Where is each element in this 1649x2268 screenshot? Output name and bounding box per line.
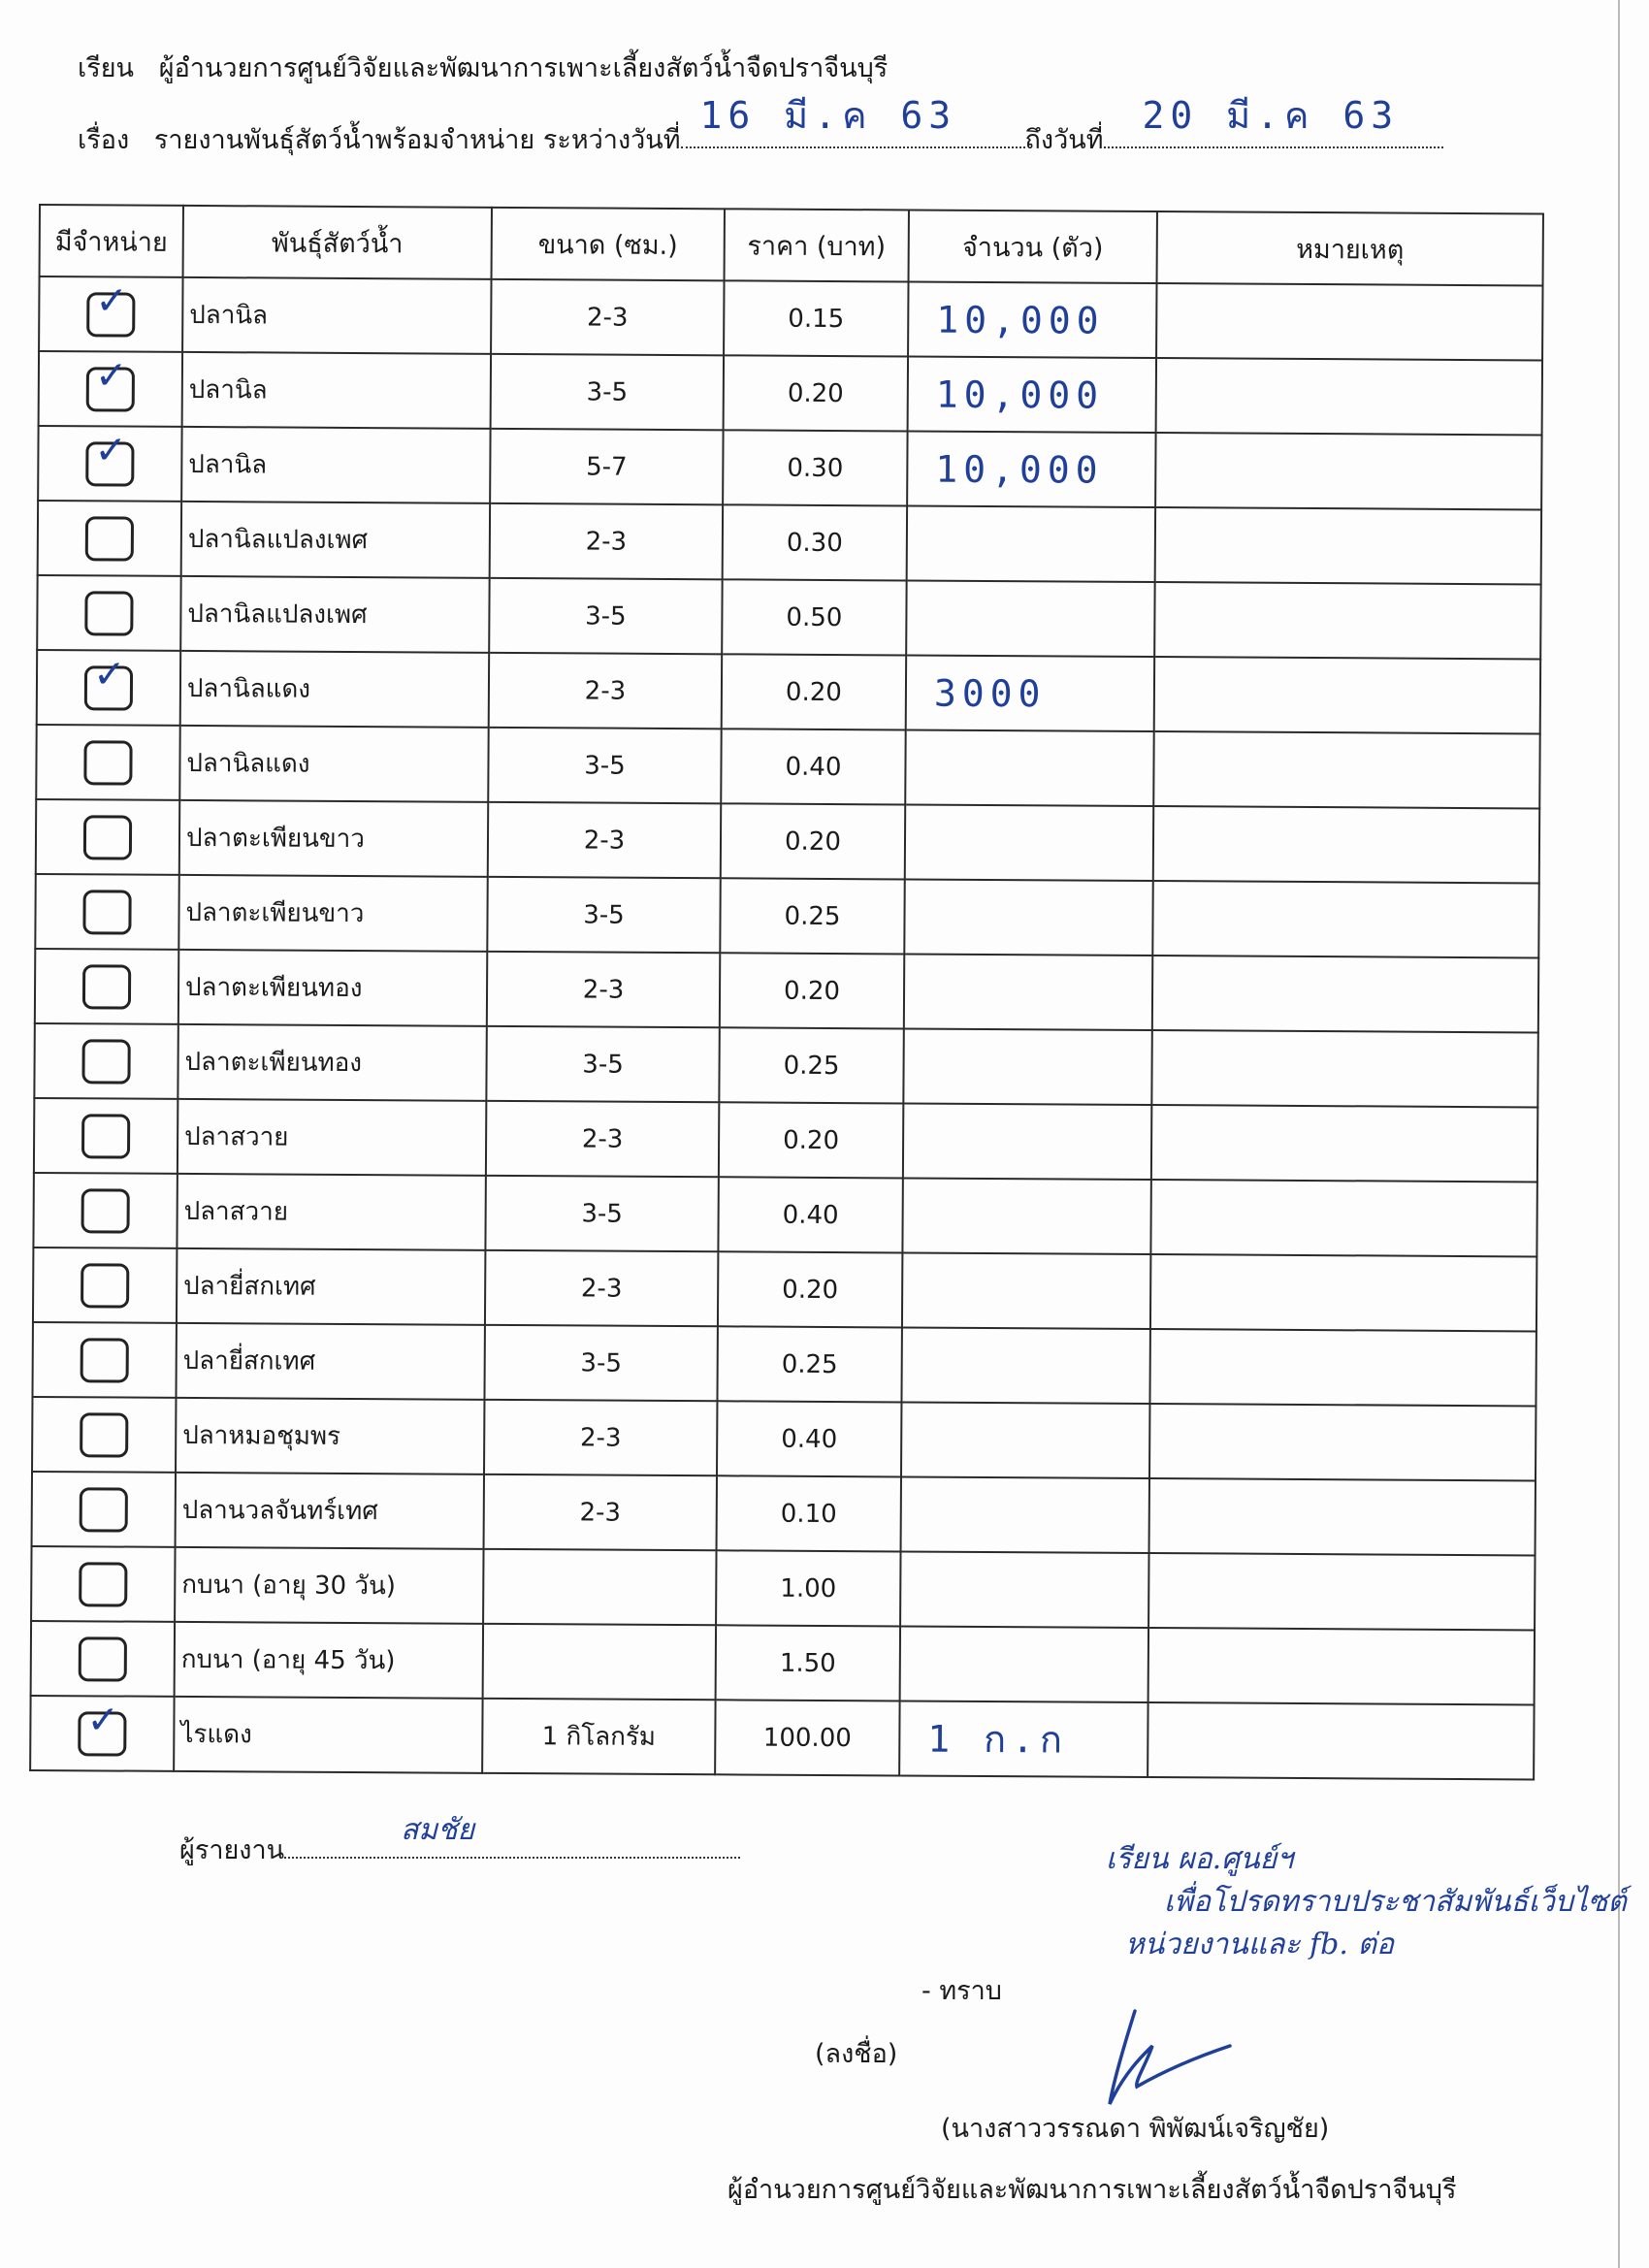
available-cell	[39, 351, 182, 427]
species-cell: ปลาสวาย	[178, 1099, 486, 1176]
recipient-label: เรียน	[78, 53, 135, 83]
subject-text: รายงานพันธุ์สัตว์น้ำพร้อมจำหน่าย ระหว่างวันที่	[153, 125, 681, 155]
checkmark-icon: ✓	[92, 651, 126, 697]
table-row	[31, 1621, 1535, 1704]
species-cell: ปลานิล	[182, 277, 491, 354]
price-cell: 0.15	[724, 280, 908, 356]
remark-cell	[1155, 507, 1541, 584]
remark-cell	[1151, 1105, 1537, 1182]
quantity-cell	[900, 1626, 1148, 1702]
price-cell: 0.20	[724, 355, 908, 431]
species-cell: ปลานิลแปลงเพศ	[180, 576, 489, 653]
table-row	[31, 1546, 1535, 1630]
species-cell: ไรแดง	[174, 1697, 482, 1773]
date-to-label: ถึงวันที่	[1024, 125, 1104, 155]
quantity-cell	[902, 1252, 1150, 1329]
availability-checkbox[interactable]	[85, 516, 134, 561]
availability-checkbox[interactable]	[79, 1636, 127, 1681]
remark-cell	[1155, 433, 1541, 509]
species-cell: ปลาตะเพียนขาว	[178, 875, 487, 952]
available-cell	[33, 1247, 177, 1323]
species-cell: ปลาสวาย	[177, 1174, 485, 1250]
table-row	[32, 1472, 1536, 1555]
available-cell	[32, 1472, 176, 1547]
available-cell	[31, 1546, 175, 1622]
size-cell: 3-5	[485, 1176, 718, 1251]
availability-checkbox[interactable]	[81, 1039, 130, 1084]
remark-cell	[1153, 806, 1539, 883]
header-quantity: จำนวน (ตัว)	[909, 210, 1157, 283]
available-cell	[34, 1023, 178, 1099]
quantity-cell: 10,000	[907, 431, 1155, 507]
availability-checkbox[interactable]	[85, 427, 134, 486]
size-cell: 2-3	[491, 279, 724, 355]
quantity-cell	[905, 804, 1153, 881]
price-cell: 0.20	[722, 654, 906, 729]
remark-cell	[1156, 358, 1542, 435]
quantity-cell	[901, 1476, 1149, 1553]
table-row	[30, 1696, 1534, 1779]
quantity-cell	[900, 1551, 1148, 1628]
species-cell: ปลานิล	[181, 427, 490, 503]
table-row	[34, 1023, 1537, 1107]
director-signature	[1096, 2003, 1242, 2110]
size-cell: 2-3	[484, 1400, 717, 1475]
remark-cell	[1148, 1702, 1534, 1779]
price-cell: 0.20	[719, 1102, 903, 1178]
remark-cell	[1150, 1254, 1536, 1331]
price-cell: 0.20	[720, 953, 904, 1028]
size-cell: 3-5	[489, 578, 722, 654]
size-cell: 2-3	[490, 503, 723, 579]
price-cell: 0.40	[718, 1177, 902, 1252]
reporter-signature-field	[284, 1813, 740, 1859]
availability-checkbox[interactable]	[78, 1697, 126, 1756]
checkmark-icon: ✓	[95, 277, 129, 324]
available-cell	[37, 650, 180, 726]
price-cell: 0.20	[721, 803, 905, 879]
available-cell	[33, 1173, 177, 1248]
remark-cell	[1154, 582, 1540, 659]
header-species: พันธุ์สัตว์น้ำ	[183, 206, 492, 279]
availability-checkbox[interactable]	[81, 1114, 130, 1158]
price-cell: 0.50	[722, 579, 906, 655]
price-cell: 1.00	[716, 1550, 900, 1626]
quantity-cell	[906, 580, 1154, 657]
table-row	[39, 351, 1542, 435]
quantity-cell	[903, 1028, 1151, 1105]
available-cell	[38, 501, 181, 576]
species-cell: ปลานิลแดง	[180, 651, 489, 728]
available-cell	[31, 1621, 175, 1697]
species-cell: ปลายี่สกเทศ	[177, 1248, 485, 1325]
reporter-line	[179, 1813, 740, 1870]
handwritten-note	[1106, 1838, 1627, 1966]
page-edge	[1618, 0, 1620, 2268]
acknowledge-text: - ทราบ	[922, 1976, 1002, 2006]
species-cell: ปลาตะเพียนขาว	[179, 800, 488, 877]
size-cell: 2-3	[484, 1474, 717, 1550]
reporter-signature: สมชัย	[401, 1813, 475, 1847]
available-cell	[30, 1696, 174, 1771]
species-cell: ปลายี่สกเทศ	[176, 1323, 484, 1400]
remark-cell	[1152, 881, 1538, 957]
header-available: มีจำหน่าย	[40, 205, 183, 277]
species-cell: กบนา (อายุ 45 วัน)	[175, 1622, 483, 1699]
table-row	[32, 1322, 1536, 1406]
table-row	[36, 799, 1539, 883]
quantity-cell	[904, 879, 1152, 956]
subject-line	[78, 94, 1443, 160]
approver-name: (นางสาววรรณดา พิพัฒน์เจริญชัย)	[941, 2114, 1330, 2144]
availability-checkbox[interactable]	[86, 352, 135, 411]
subject-label: เรื่อง	[78, 125, 130, 155]
remark-cell	[1154, 657, 1540, 733]
price-cell: 100.00	[715, 1700, 899, 1775]
remark-cell	[1149, 1329, 1536, 1406]
species-cell: ปลาตะเพียนทอง	[178, 1024, 486, 1101]
table-row	[38, 426, 1541, 509]
remark-cell	[1148, 1628, 1535, 1704]
price-cell: 0.25	[719, 1027, 903, 1103]
quantity-cell	[907, 505, 1155, 582]
table-header-row	[40, 205, 1543, 285]
availability-checkbox[interactable]	[82, 890, 131, 934]
availability-checkbox[interactable]	[81, 1188, 130, 1233]
available-cell	[36, 725, 179, 800]
remark-cell	[1156, 283, 1542, 360]
species-cell: ปลานิลแปลงเพศ	[181, 502, 490, 578]
quantity-cell: 3000	[906, 655, 1154, 731]
size-cell: 1 กิโลกรัม	[482, 1699, 715, 1774]
table-row	[33, 1247, 1536, 1331]
availability-checkbox[interactable]	[86, 277, 135, 337]
availability-checkbox[interactable]	[83, 815, 132, 859]
checkmark-icon: ✓	[94, 352, 128, 399]
remark-cell	[1152, 956, 1538, 1032]
size-cell: 2-3	[486, 1101, 719, 1177]
price-cell: 1.50	[716, 1625, 900, 1701]
available-cell	[32, 1322, 176, 1398]
size-cell: 2-3	[485, 1250, 718, 1326]
price-cell: 0.40	[717, 1401, 901, 1476]
remark-cell	[1148, 1553, 1535, 1630]
approver-title: ผู้อำนวยการศูนย์วิจัยและพัฒนาการเพาะเลี้ยงสัตว์น้ำจืดปราจีนบุรี	[728, 2175, 1457, 2205]
species-cell: ปลาตะเพียนทอง	[178, 950, 487, 1026]
recipient-line	[78, 47, 888, 88]
availability-checkbox[interactable]	[83, 740, 132, 785]
size-cell: 2-3	[487, 952, 720, 1027]
size-cell	[483, 1624, 716, 1700]
quantity-cell	[901, 1327, 1149, 1404]
availability-checkbox[interactable]	[80, 1412, 128, 1457]
header-remark: หมายเหตุ	[1157, 211, 1543, 285]
price-cell: 0.20	[718, 1251, 902, 1327]
species-cell: ปลานิล	[182, 352, 491, 429]
availability-checkbox[interactable]	[79, 1562, 127, 1606]
table-row	[37, 650, 1540, 733]
quantity-cell: 10,000	[908, 356, 1156, 433]
remark-cell	[1150, 1180, 1536, 1256]
note-line: เรียน ผอ.ศูนย์ฯ	[1106, 1842, 1294, 1876]
table-row	[35, 949, 1538, 1032]
size-cell: 3-5	[487, 877, 720, 953]
available-cell	[35, 874, 178, 950]
price-cell: 0.25	[720, 878, 904, 954]
checkmark-icon: ✓	[86, 1697, 120, 1743]
quantity-cell: 1 ก.ก	[899, 1701, 1148, 1777]
table-row	[32, 1397, 1536, 1480]
date-to-field	[1104, 94, 1443, 148]
remark-cell	[1153, 731, 1539, 808]
remark-cell	[1149, 1478, 1536, 1555]
sign-label: (ลงชื่อ)	[815, 2039, 898, 2069]
quantity-cell	[905, 729, 1153, 806]
date-from-value: 16 มี.ค 63	[699, 94, 957, 137]
availability-checkbox[interactable]	[81, 1263, 129, 1308]
available-cell	[38, 426, 181, 502]
availability-checkbox[interactable]	[84, 591, 133, 635]
price-cell: 0.25	[717, 1326, 901, 1402]
quantity-cell	[901, 1402, 1149, 1478]
table-row	[37, 575, 1540, 659]
available-cell	[39, 276, 182, 352]
size-cell: 3-5	[486, 1026, 719, 1102]
quantity-cell	[904, 954, 1152, 1030]
availability-checkbox[interactable]	[81, 1338, 129, 1382]
size-cell: 3-5	[484, 1325, 717, 1401]
available-cell	[34, 1098, 178, 1174]
price-cell: 0.30	[723, 430, 907, 505]
price-cell: 0.30	[723, 504, 907, 580]
table-row	[33, 1173, 1536, 1256]
available-cell	[37, 575, 180, 651]
size-cell: 5-7	[490, 429, 723, 504]
reporter-label: ผู้รายงาน	[179, 1835, 285, 1865]
remark-cell	[1149, 1404, 1536, 1480]
checkmark-icon: ✓	[94, 427, 128, 473]
availability-checkbox[interactable]	[80, 1487, 128, 1532]
table-row	[35, 874, 1538, 957]
quantity-cell	[903, 1103, 1151, 1180]
species-cell: ปลานิลแดง	[179, 726, 488, 802]
availability-checkbox[interactable]	[84, 651, 133, 710]
size-cell: 3-5	[488, 728, 721, 803]
note-line: หน่วยงานและ fb. ต่อ	[1125, 1928, 1394, 1961]
date-to-value: 20 มี.ค 63	[1142, 94, 1400, 137]
species-cell: ปลานวลจันทร์เทศ	[176, 1473, 484, 1549]
note-line: เพื่อโปรดทราบประชาสัมพันธ์เว็บไซต์	[1164, 1885, 1627, 1919]
header-size: ขนาด (ซม.)	[492, 208, 725, 280]
recipient-value: ผู้อำนวยการศูนย์วิจัยและพัฒนาการเพาะเลี้ยงสัตว์น้ำจืดปราจีนบุรี	[158, 53, 889, 83]
remark-cell	[1151, 1030, 1537, 1107]
availability-checkbox[interactable]	[82, 964, 131, 1009]
price-cell: 0.10	[717, 1475, 901, 1551]
header-price: ราคา (บาท)	[725, 209, 909, 281]
species-cell: ปลาหมอชุมพร	[176, 1398, 484, 1474]
available-cell	[32, 1397, 176, 1473]
stock-table	[29, 204, 1542, 1780]
size-cell: 3-5	[491, 354, 724, 430]
price-cell: 0.40	[721, 729, 905, 804]
size-cell	[483, 1549, 716, 1625]
available-cell	[36, 799, 179, 875]
quantity-cell: 10,000	[908, 281, 1156, 358]
date-from-field	[681, 94, 1025, 148]
table-row	[34, 1098, 1537, 1182]
size-cell: 2-3	[488, 802, 721, 878]
table-row	[36, 725, 1539, 808]
size-cell: 2-3	[489, 653, 722, 729]
table-row	[38, 501, 1541, 584]
available-cell	[35, 949, 178, 1024]
table-row	[39, 276, 1542, 360]
species-cell: กบนา (อายุ 30 วัน)	[175, 1547, 483, 1624]
quantity-cell	[902, 1178, 1150, 1254]
